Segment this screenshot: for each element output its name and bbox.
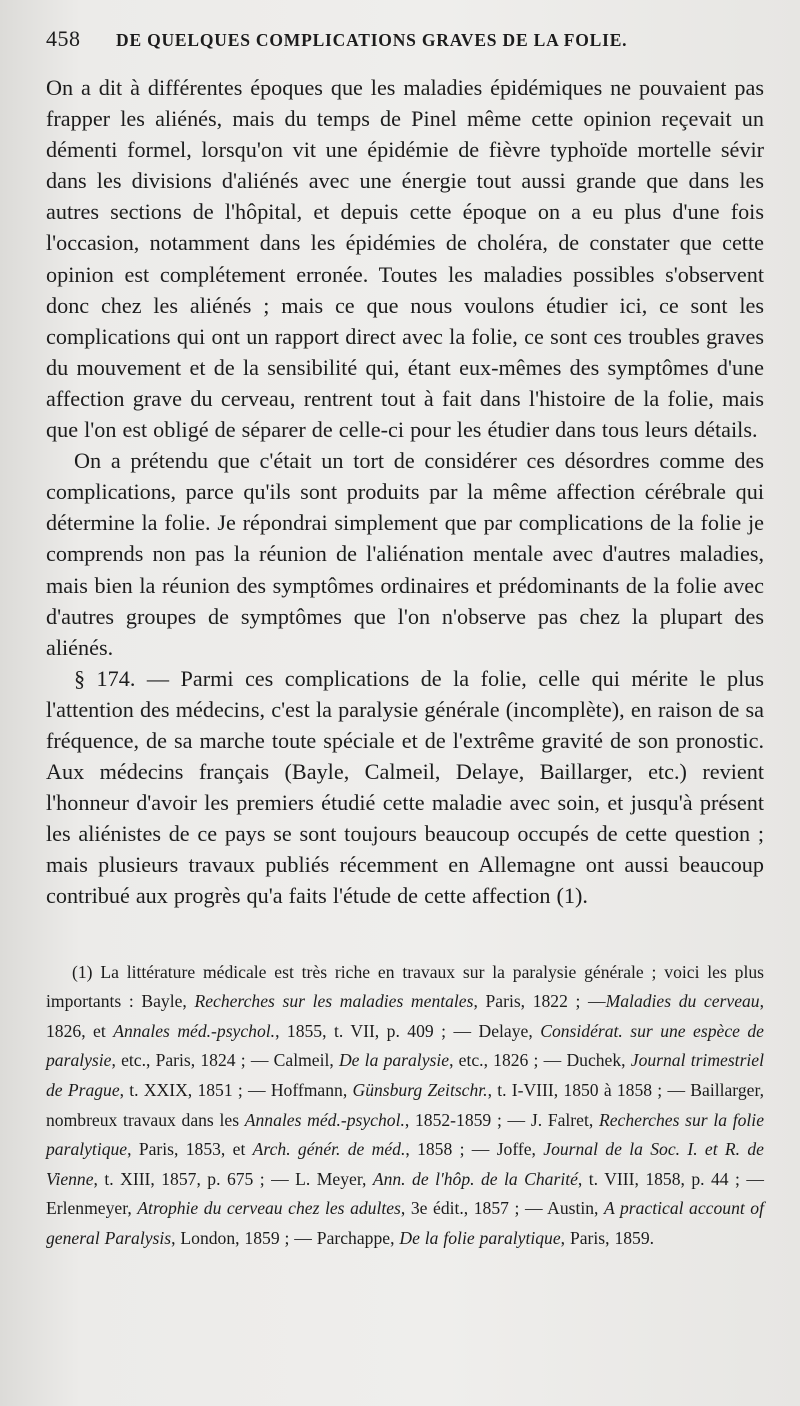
footnote-segment: , t. XXIX, 1851 ; — Hoffmann,	[119, 1079, 353, 1100]
page-header	[46, 26, 764, 72]
footnote-segment: , t. I-VIII, 1850 à 1858 ; — Baillarger, nombreux travaux dans les	[46, 1079, 764, 1130]
footnote-title: A practical account of general Paralysis	[46, 1198, 764, 1248]
footnote-title: Recherches sur la folie paralytique	[46, 1109, 765, 1160]
footnote-segment: , Paris, 1859.	[560, 1227, 655, 1248]
footnote-title: Arch. génér. de méd.	[252, 1139, 406, 1160]
footnote-segment: , etc., 1826 ; — Duchek,	[449, 1050, 631, 1071]
footnote-segment: , 1858 ; — Joffe,	[405, 1139, 544, 1160]
footnote	[46, 958, 764, 1254]
paragraph: On a dit à différentes époques que les maladies épidémiques ne pouvaient pas frapper les aliénés, mais du temps de Pinel même cette opinion reçevait un démenti formel, lorsqu'on vit une épidémie de fièvre typhoïde mortelle sévir dans les divisions d'aliénés avec une énergie tout aussi grande que dans les autres sections de l'hôpital, et depuis cette époque on a eu plus d'une fois l'occasion, notamment dans les épidémies de choléra, de constater que cette opinion est complétement erronée. Toutes les maladies possibles s'observent donc chez les aliénés ; mais ce que nous voulons étudier ici, ce sont les complications qui ont un rapport direct avec la folie, ce sont ces troubles graves du mouvement et de la sensibilité qui, étant eux-mêmes des symptômes d'une affection grave du cerveau, rentrent tout à fait dans l'histoire de la folie, mais que l'on est obligé de séparer de celle-ci pour les étudier dans tous leurs détails.	[46, 75, 764, 443]
main-text	[46, 72, 764, 912]
footnote-title: De la folie paralytique	[399, 1227, 561, 1248]
footnote-title: Considérat. sur une espèce de paralysie	[46, 1020, 764, 1071]
footnote-segment: , 1855, t. VII, p. 409 ; — Delaye,	[275, 1020, 541, 1041]
running-head: DE QUELQUES COMPLICATIONS GRAVES DE LA FOLIE.	[116, 30, 628, 50]
footnote-title: Annales méd.-psychol.	[244, 1109, 405, 1130]
page-number: 458	[46, 26, 81, 51]
footnote-title: Ann. de l'hôp. de la Charité	[372, 1168, 578, 1189]
paragraph: On a prétendu que c'était un tort de considérer ces désordres comme des complications, parce qu'ils sont produits par la même affection cérébrale qui détermine la folie. Je répondrai simplement que par complications de la folie je comprends non pas la réunion de l'aliénation mentale avec d'autres maladies, mais bien la réunion des symptômes ordinaires et prédominants de la folie avec d'autres groupes de symptômes que l'on n'observe pas chez la plupart des aliénés.	[46, 448, 764, 660]
footnote-segment: , t. VIII, 1858, p. 44 ; — Erlenmeyer,	[46, 1168, 764, 1219]
footnote-text	[46, 958, 764, 1254]
footnote-title: Günsburg Zeitschr.	[352, 1079, 488, 1100]
footnote-segment: , 1852-1859 ; — J. Falret,	[404, 1109, 599, 1130]
footnote-segment: , London, 1859 ; — Parchappe,	[171, 1227, 400, 1248]
footnote-segment: , 3e édit., 1857 ; — Austin,	[400, 1198, 604, 1219]
footnote-segment: , etc., Paris, 1824 ; — Calmeil,	[111, 1050, 339, 1071]
paragraph-section-174: § 174. — Parmi ces complications de la folie, celle qui mérite le plus l'attention des médecins, c'est la paralysie générale (incomplète), en raison de sa fréquence, de sa marche toute spéciale et de l'extrême gravité de son pronostic. Aux médecins français (Bayle, Calmeil, Delaye, Baillarger, etc.) revient l'honneur d'avoir les premiers étudié cette maladie avec soin, et jusqu'à présent les aliénistes de ce pays se sont toujours beaucoup occupés de cette question ; mais plusieurs travaux publiés récemment en Allemagne ont aussi beaucoup contribué aux progrès qu'a faits l'étude de cette affection (1).	[46, 665, 764, 909]
footnote-title: Annales méd.-psychol.	[113, 1020, 276, 1041]
footnote-title: Maladies du cerveau	[605, 991, 760, 1012]
footnote-title: De la paralysie	[338, 1050, 450, 1071]
footnote-segment: , 1826, et	[46, 991, 765, 1041]
footnote-title: Journal trimestriel de Prague	[46, 1050, 765, 1100]
footnote-segment: (1) La littérature médicale est très riche en travaux sur la paralysie générale ; voici les plus importants : Bayle,	[46, 961, 764, 1012]
footnote-title: Atrophie du cerveau chez les adultes	[137, 1198, 401, 1219]
footnote-title: Recherches sur les maladies mentales	[194, 991, 474, 1012]
footnote-title: Journal de la Soc. I. et R. de Vienne	[46, 1139, 764, 1189]
footnote-segment: , t. XIII, 1857, p. 675 ; — L. Meyer,	[93, 1168, 373, 1189]
footnote-segment: , Paris, 1822 ; —	[473, 991, 606, 1012]
footnote-segment: , Paris, 1853, et	[127, 1139, 253, 1160]
